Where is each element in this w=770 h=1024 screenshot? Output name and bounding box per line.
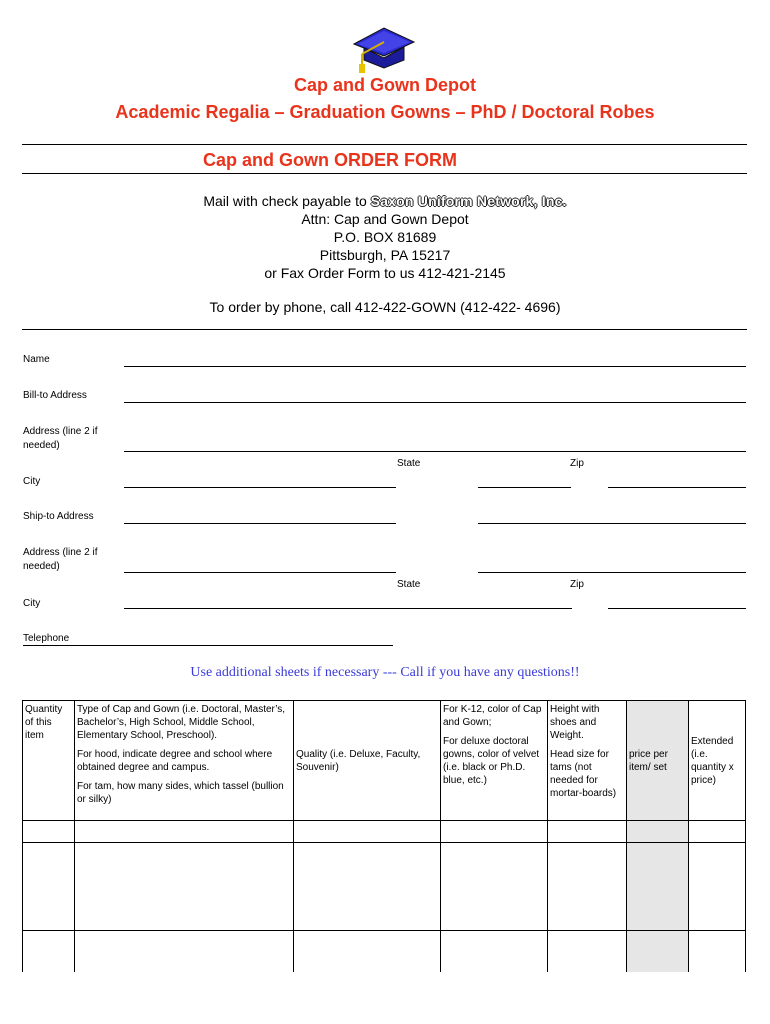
company-tagline: Academic Regalia – Graduation Gowns – PhD / Doctoral Robes [115,102,655,122]
quality-cell[interactable] [294,843,441,931]
type-header-text-2: For hood, indicate degree and school where obtained degree and campus. [77,749,273,773]
type-cell[interactable] [75,821,294,843]
quantity-cell[interactable] [23,821,75,843]
attn-line: Attn: Cap and Gown Depot [301,211,469,227]
mailing-block [0,192,770,282]
height-cell[interactable] [548,843,627,931]
extended-cell[interactable] [689,821,746,843]
type-cell[interactable] [75,843,294,931]
height-header-text-1: Height with shoes and Weight. [550,704,600,741]
color-header [441,701,548,821]
city-bill-field[interactable] [124,487,396,488]
zip-bill-label: Zip [570,458,584,469]
phone-line: To order by phone, call 412-422-GOWN (412-422- 4696) [209,299,561,315]
telephone-label: Telephone [23,633,70,644]
bill-to-field[interactable] [124,402,746,403]
quantity-header: Quantity of this item [23,701,75,821]
price-header: price per item/ set [627,701,689,821]
ship-to-label: Ship-to Address [23,511,94,522]
table-row[interactable] [23,843,746,931]
color-cell[interactable] [441,843,548,931]
divider [22,329,747,330]
address2-ship-field-2[interactable] [478,572,746,573]
payee-name: Saxon Uniform Network, Inc. [370,193,567,209]
city-bill-label: City [23,476,41,487]
telephone-field[interactable] [23,645,393,646]
page-bottom-margin [0,972,770,1024]
name-field[interactable] [124,366,746,367]
address2-ship-field[interactable] [124,572,396,573]
city-ship-field[interactable] [124,608,572,609]
quantity-cell[interactable] [23,843,75,931]
graduation-cap-icon [350,22,416,74]
zip-ship-label: Zip [570,579,584,590]
price-cell[interactable] [627,843,689,931]
ship-to-field-2[interactable] [478,523,746,524]
price-cell[interactable] [627,821,689,843]
name-label: Name [23,354,50,365]
color-header-text-2: For deluxe doctoral gowns, color of velvet (i.e. black or Ph.D. blue, etc.) [443,736,540,786]
order-table [22,700,746,991]
type-header [75,701,294,821]
quality-header: Quality (i.e. Deluxe, Faculty, Souvenir) [294,701,441,821]
address2-bill-label: Address (line 2 if needed) [23,426,98,451]
mail-prefix: Mail with check payable to [203,193,367,209]
color-header-text-1: For K-12, color of Cap and Gown; [443,704,542,728]
state-bill-field[interactable] [478,487,571,488]
type-header-text-1: Type of Cap and Gown (i.e. Doctoral, Master’s, Bachelor’s, High School, Middle School, Elementary School, Preschool). [77,704,286,741]
address2-bill-field[interactable] [124,451,746,452]
divider [22,144,747,145]
table-row[interactable] [23,821,746,843]
fax-line: or Fax Order Form to us 412-421-2145 [264,265,506,281]
color-cell[interactable] [441,821,548,843]
height-cell[interactable] [548,821,627,843]
address2-ship-label: Address (line 2 if needed) [23,547,98,572]
city-ship-label: City [23,598,41,609]
state-ship-label: State [397,579,421,590]
ship-to-field[interactable] [124,523,396,524]
additional-sheets-note: Use additional sheets if necessary --- Call if you have any questions!! [190,665,580,680]
company-name: Cap and Gown Depot [294,75,476,95]
quality-cell[interactable] [294,821,441,843]
city-state-zip: Pittsburgh, PA 15217 [319,247,451,263]
form-title: Cap and Gown ORDER FORM [203,150,457,170]
bill-to-label: Bill-to Address [23,390,87,401]
height-header-text-2: Head size for tams (not needed for mortar-boards) [550,749,617,799]
state-bill-label: State [397,458,421,469]
po-box: P.O. BOX 81689 [333,229,437,245]
zip-ship-field[interactable] [608,608,746,609]
extended-header: Extended (i.e. quantity x price) [689,701,746,821]
height-header [548,701,627,821]
extended-cell[interactable] [689,843,746,931]
table-header-row [23,701,746,821]
type-header-text-3: For tam, how many sides, which tassel (bullion or silky) [77,781,284,805]
zip-bill-field[interactable] [608,487,746,488]
divider [22,173,747,174]
